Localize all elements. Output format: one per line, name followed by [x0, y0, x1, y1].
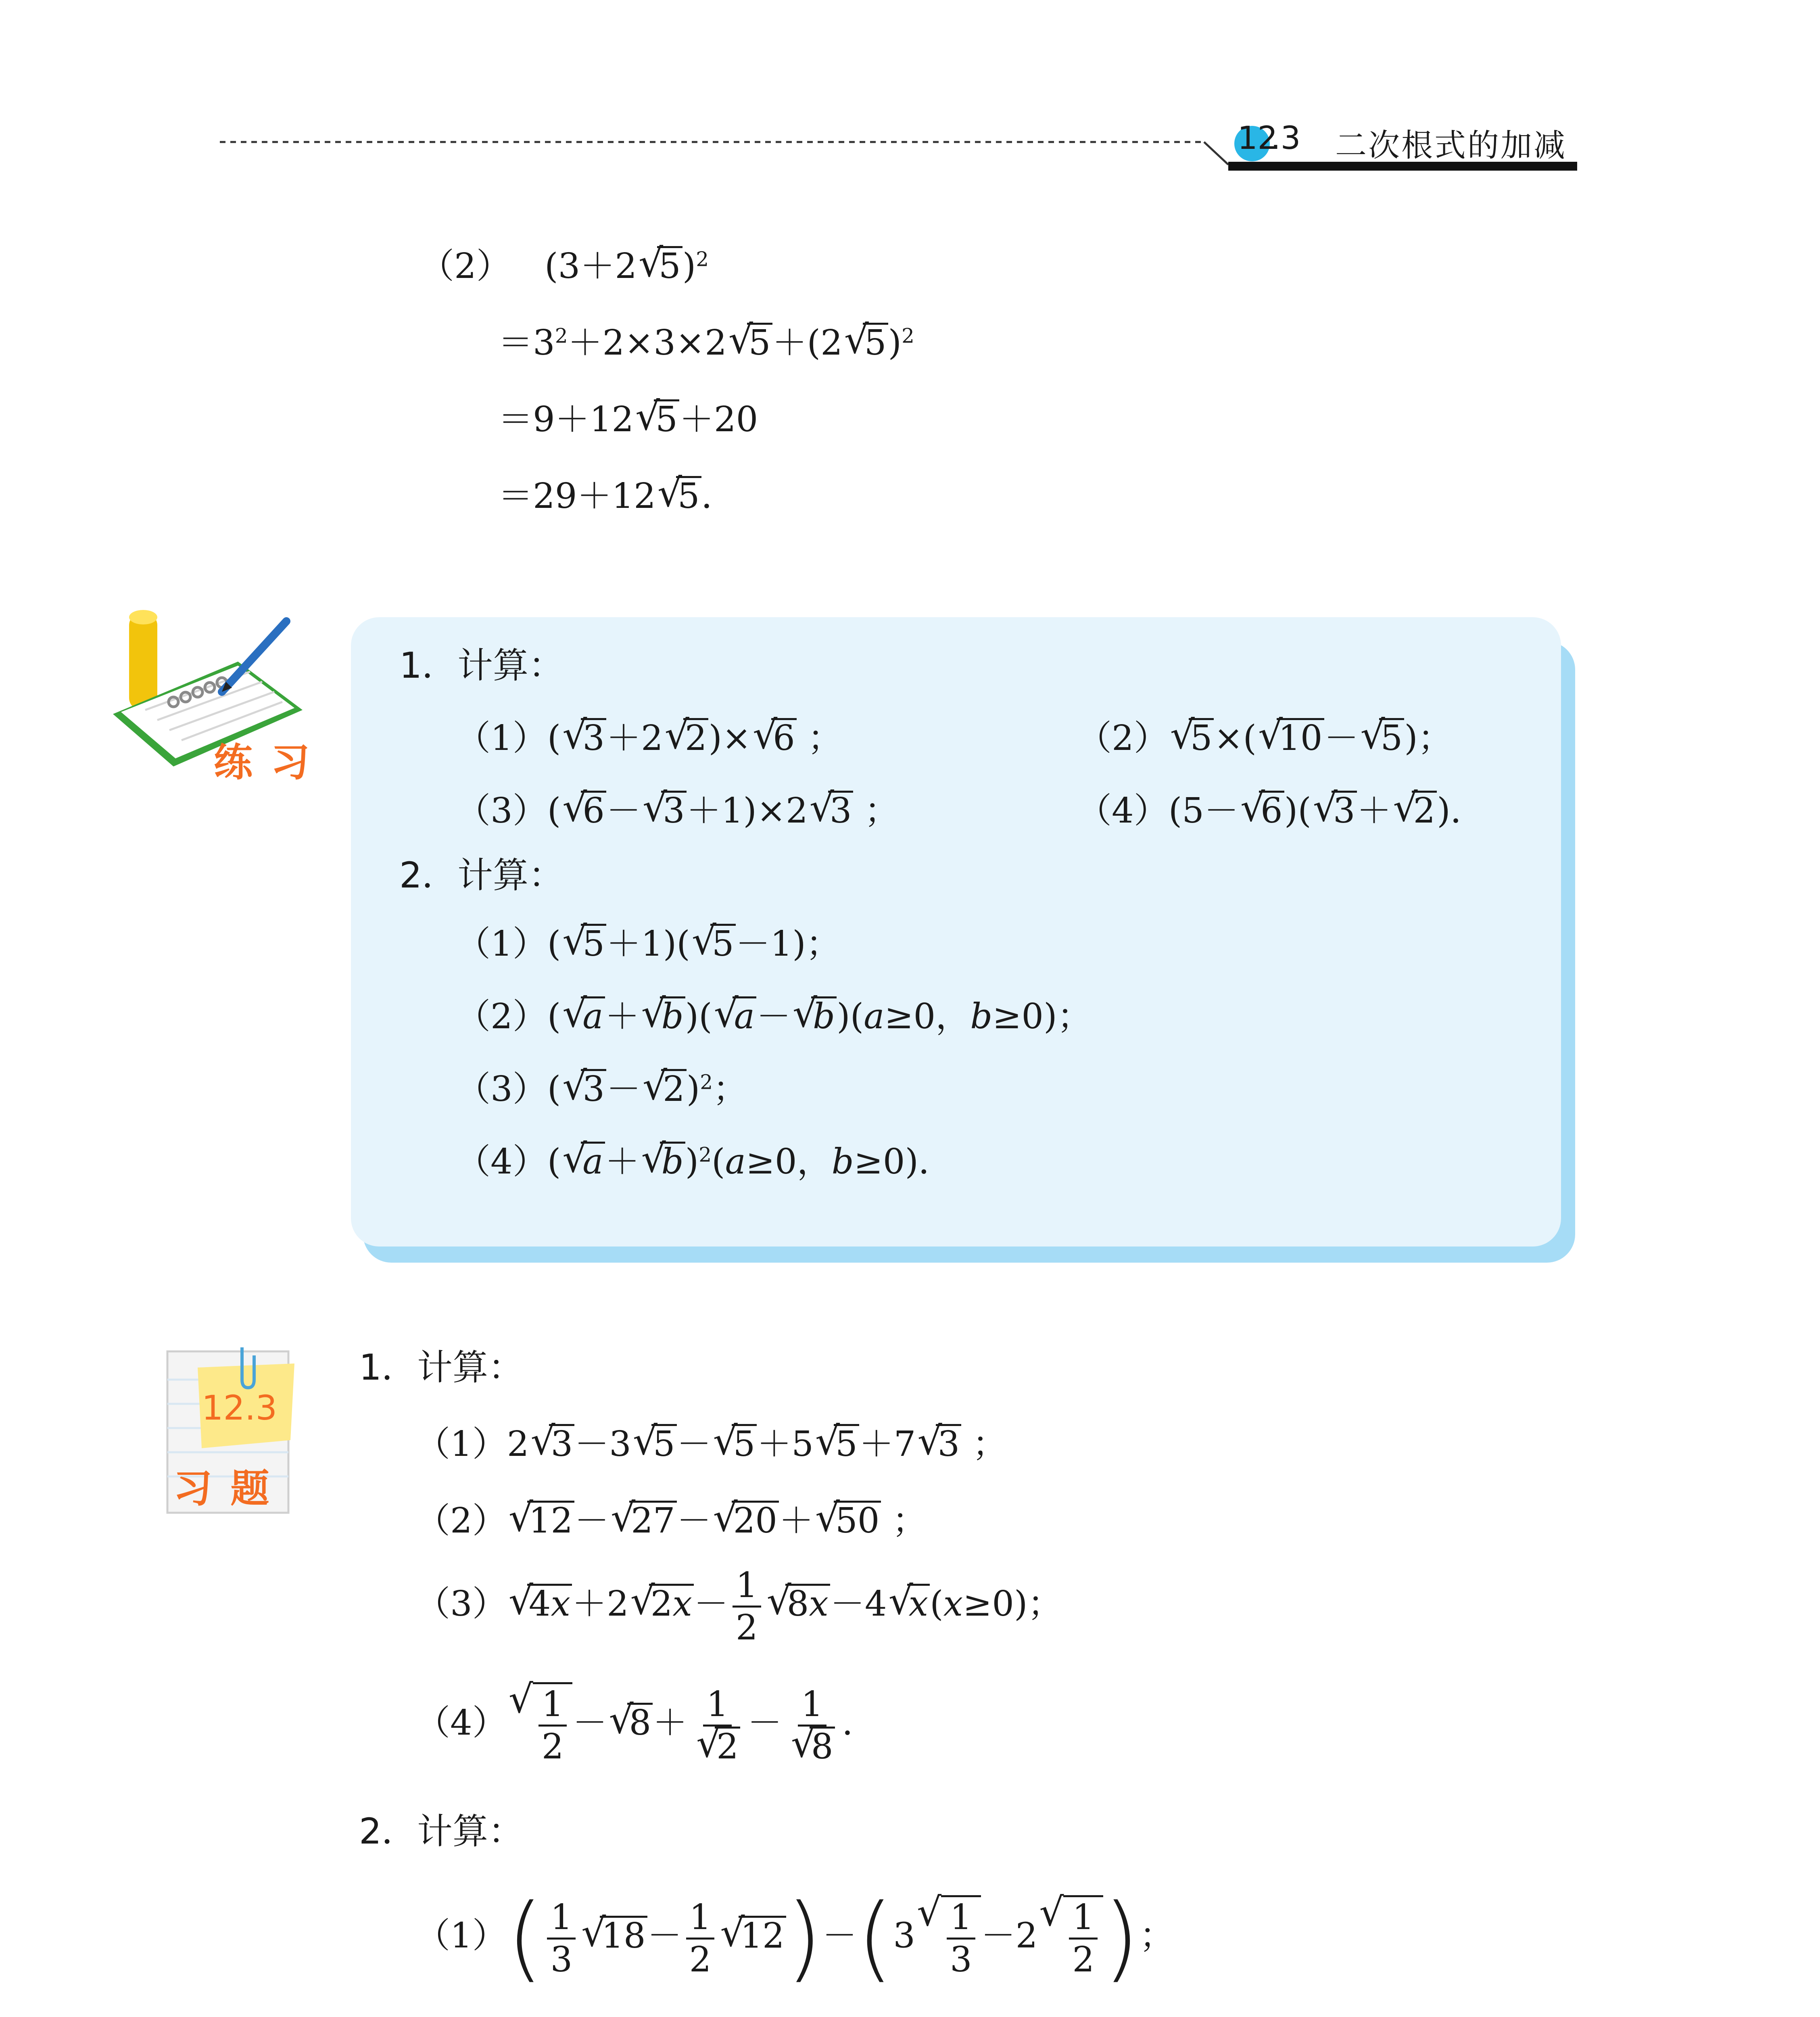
- practice-q2-item-3: （3）(√ 3－√ 2)$^2$；: [456, 1069, 747, 1109]
- example-step-3: ＝29＋12√ 5．: [498, 476, 736, 516]
- practice-q1-item-1: （1）(√ 3＋2√ 2)×√ 6 ；: [456, 718, 842, 758]
- exercise-q1-item-2: （2）√ 12－√ 27－√ 20＋√ 50 ；: [415, 1501, 927, 1541]
- practice-badge-label: 练 习: [214, 740, 312, 785]
- exercise-badge-label: 习 题: [173, 1466, 272, 1511]
- practice-q2-title: 2．计算：: [399, 854, 564, 896]
- practice-q2-item-4: （4）(√ a＋√ b)$^2$(a≥0，b≥0)．: [456, 1142, 953, 1182]
- practice-q1-item-3: （3）(√ 6－√ 3＋1)×2√ 3 ；: [456, 791, 899, 831]
- example-step-1: $=3^2+2\times 3\times 2√$ 5＋(2√ 5)$^2$: [498, 323, 914, 363]
- section-number-suffix: .3: [1271, 120, 1301, 157]
- exercise-q1-title: 1．计算：: [359, 1347, 524, 1388]
- practice-q1-title: 1．计算：: [399, 645, 564, 686]
- section-title: 二次根式的加减: [1335, 127, 1567, 164]
- practice-q1-item-4: （4）(5－√ 6)(√ 3＋√ 2)．: [1077, 791, 1485, 831]
- example-step-2: ＝9＋12√ 5＋20: [498, 399, 758, 440]
- exercise-badge-number: 12.3: [202, 1388, 278, 1428]
- exercise-q2-title: 2．计算：: [359, 1810, 524, 1852]
- exercise-q2-item-1: （1）( $\frac{1}{3}$ √ 18－ $\frac{1}{2}$ √ 12)－(3 √ $\frac{1}{3}$ －2 √ $\frac{1}{2}$ )；: [415, 1892, 1174, 1985]
- example-expression: (3＋2√ 5)$^2$: [545, 246, 709, 286]
- section-badge-number: 12: [1238, 120, 1278, 157]
- exercise-q1-item-1: （1）2√ 3－3√ 5－√ 5＋5√ 5＋7√ 3 ；: [415, 1424, 1007, 1464]
- practice-q2-item-1: （1）(√ 5＋1)(√ 5－1)；: [456, 924, 841, 964]
- example-label: （2）: [420, 246, 511, 286]
- exercise-q1-item-3: （3）√ 4x＋2√ 2x－ $\frac{1}{2}$ √ 8x－4√ x(x≥0)；: [415, 1565, 1062, 1648]
- exercise-q1-item-4: （4） √ $\frac{1}{2}$ －√ 8＋ 1 √ 2 － 1 √ 8 ．: [415, 1682, 877, 1767]
- practice-q1-item-2: （2）√ 5×(√ 10－√ 5)；: [1077, 718, 1453, 758]
- practice-q2-item-2: （2）(√ a＋√ b)(√ a－√ b)(a≥0，b≥0)；: [456, 996, 1092, 1037]
